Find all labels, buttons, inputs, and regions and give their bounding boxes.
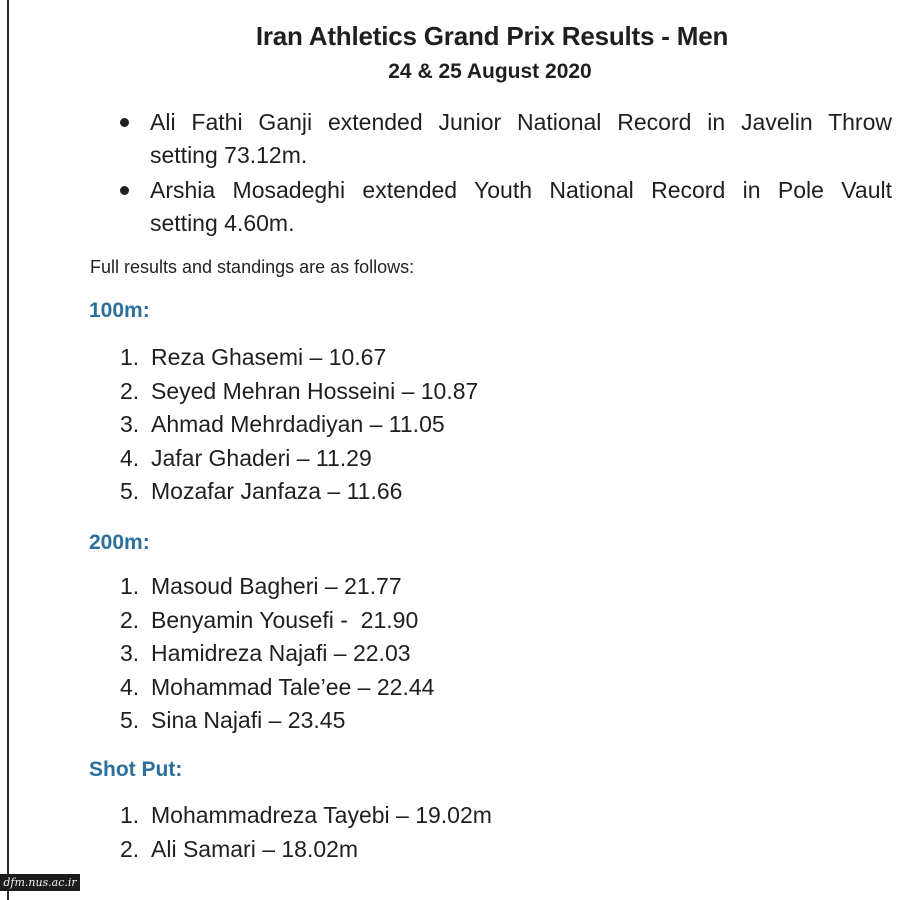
result-text: Mohammad Tale’ee – 22.44	[151, 673, 435, 700]
results-list-shot-put	[120, 799, 492, 866]
result-rank: 3.	[120, 411, 140, 438]
highlight-line: Ali Fathi Ganji extended Junior National Record in Javelin Throw	[150, 109, 892, 135]
section-heading-100m: 100m:	[89, 299, 150, 322]
result-text: Reza Ghasemi – 10.67	[151, 344, 387, 370]
result-rank: 3.	[120, 640, 140, 667]
result-item	[120, 704, 434, 738]
result-rank: 1.	[120, 802, 140, 828]
highlight-line: Arshia Mosadeghi extended Youth National Record in Pole Vault	[150, 177, 892, 203]
result-rank: 5.	[120, 707, 140, 734]
highlight-line: setting 73.12m.	[150, 142, 308, 168]
document-date: 24 & 25 August 2020	[388, 60, 592, 83]
result-text: Masoud Bagheri – 21.77	[151, 573, 402, 599]
highlights-list	[150, 106, 892, 242]
result-text: Benyamin Yousefi - 21.90	[151, 606, 419, 633]
result-text: Mozafar Janfaza – 11.66	[151, 478, 403, 505]
intro-text: Full results and standings are as follows:	[90, 257, 415, 277]
result-text: Hamidreza Najafi – 22.03	[151, 640, 411, 667]
result-rank: 4.	[120, 444, 140, 471]
result-rank: 1.	[120, 344, 140, 370]
result-rank: 2.	[120, 377, 140, 404]
section-heading-200m: 200m:	[89, 531, 150, 554]
result-text: Ali Samari – 18.02m	[151, 835, 359, 862]
highlight-line: setting 4.60m.	[150, 210, 295, 236]
result-item	[120, 341, 478, 375]
result-item	[120, 671, 434, 705]
results-list-200m	[120, 570, 434, 738]
result-text: Ahmad Mehrdadiyan – 11.05	[151, 411, 445, 438]
result-rank: 5.	[120, 478, 140, 505]
result-text: Sina Najafi – 23.45	[151, 707, 346, 734]
result-item	[120, 475, 478, 509]
result-item	[120, 375, 478, 409]
result-rank: 4.	[120, 673, 140, 700]
results-list-100m	[120, 341, 478, 509]
result-rank: 2.	[120, 835, 140, 862]
bullet-icon	[120, 186, 129, 195]
result-item	[120, 637, 434, 671]
watermark-badge: dfm.nus.ac.ir	[0, 874, 80, 891]
result-item	[120, 442, 478, 476]
result-item	[120, 833, 492, 867]
result-item	[120, 604, 434, 638]
document-title: Iran Athletics Grand Prix Results - Men	[255, 21, 729, 51]
result-item	[120, 570, 434, 604]
result-text: Mohammadreza Tayebi – 19.02m	[151, 802, 492, 828]
result-item	[120, 408, 478, 442]
result-item	[120, 799, 492, 833]
highlight-item	[150, 106, 892, 172]
highlight-item	[150, 174, 892, 240]
result-text: Jafar Ghaderi – 11.29	[151, 444, 372, 471]
result-rank: 1.	[120, 573, 140, 599]
result-rank: 2.	[120, 606, 140, 633]
section-heading-shot-put: Shot Put:	[89, 758, 183, 781]
result-text: Seyed Mehran Hosseini – 10.87	[151, 377, 479, 404]
bullet-icon	[120, 118, 129, 127]
